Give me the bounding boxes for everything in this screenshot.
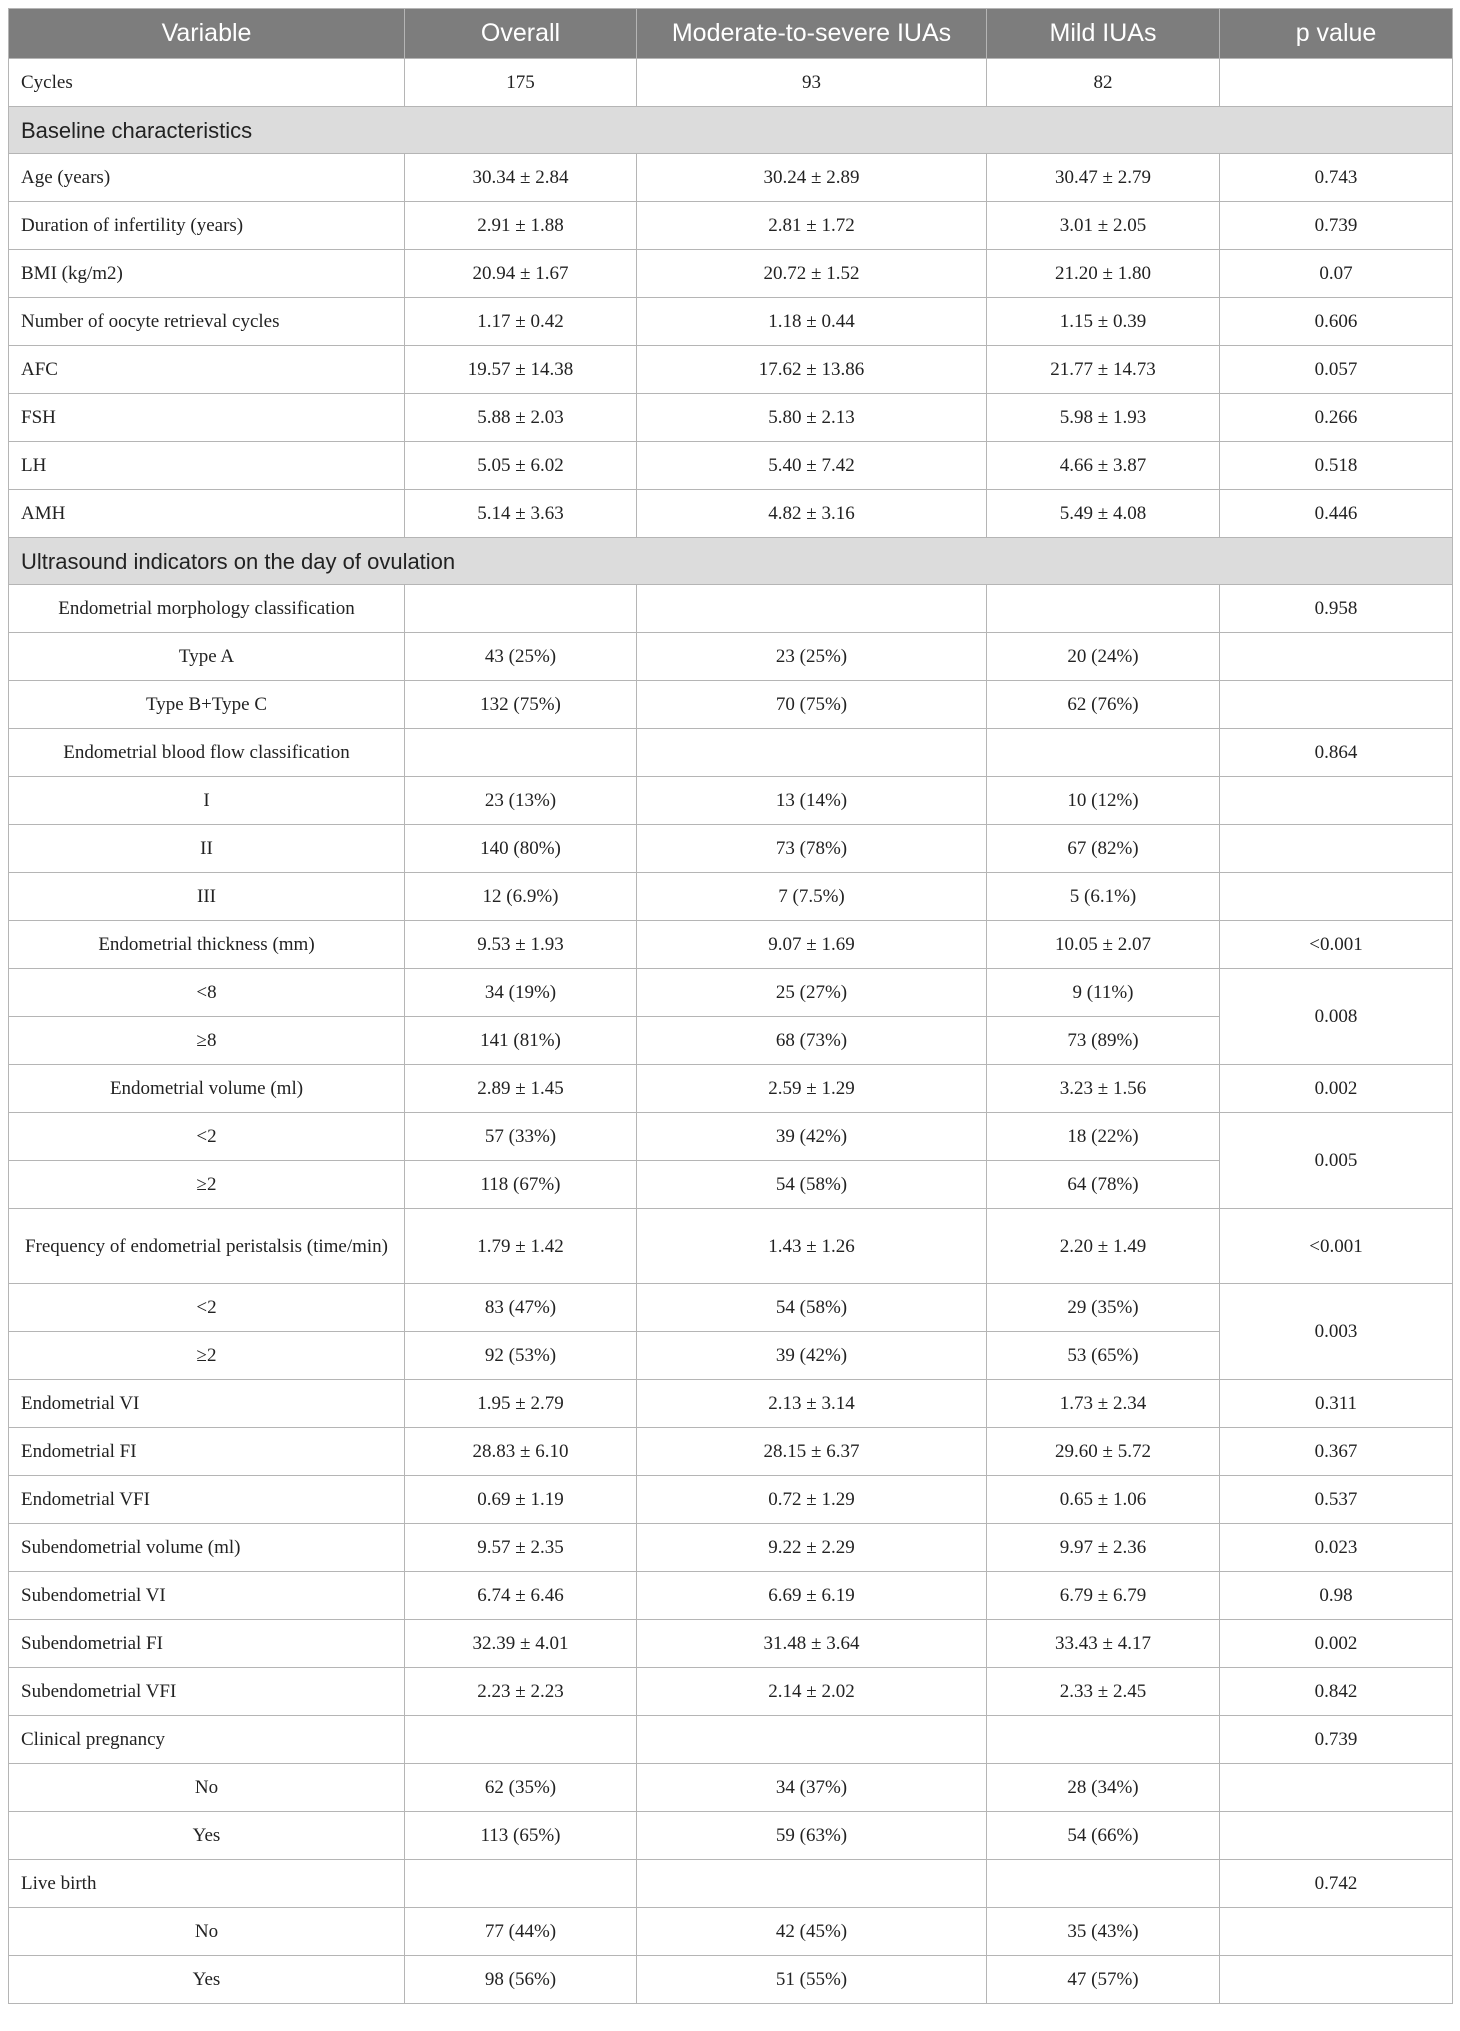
cell-moderate-severe: 9.22 ± 2.29 [637,1524,987,1572]
cell-p-value [1220,777,1453,825]
table-row [9,394,1453,442]
cell-mild: 10.05 ± 2.07 [987,921,1220,969]
table-row [9,1620,1453,1668]
cell-p-value [1220,1956,1453,2004]
row-label: Live birth [9,1860,405,1908]
header-p-value: p value [1220,9,1453,59]
cell-p-value: 0.606 [1220,298,1453,346]
cell-overall: 2.89 ± 1.45 [405,1065,637,1113]
table-row [9,1908,1453,1956]
cell-p-value: 0.005 [1220,1113,1453,1209]
cell-p-value: 0.367 [1220,1428,1453,1476]
row-label: Type A [9,633,405,681]
cell-p-value: 0.002 [1220,1620,1453,1668]
table-row [9,633,1453,681]
cell-overall: 0.69 ± 1.19 [405,1476,637,1524]
cell-moderate-severe: 39 (42%) [637,1332,987,1380]
cell-overall: 43 (25%) [405,633,637,681]
cell-moderate-severe: 20.72 ± 1.52 [637,250,987,298]
cell-moderate-severe [637,729,987,777]
cell-overall: 62 (35%) [405,1764,637,1812]
table-row [9,1764,1453,1812]
cell-moderate-severe: 39 (42%) [637,1113,987,1161]
cell-overall: 140 (80%) [405,825,637,873]
cell-overall [405,729,637,777]
row-label: BMI (kg/m2) [9,250,405,298]
table-row [9,1113,1453,1161]
cell-mild: 20 (24%) [987,633,1220,681]
cell-p-value: 0.002 [1220,1065,1453,1113]
table-row [9,154,1453,202]
cell-moderate-severe: 23 (25%) [637,633,987,681]
cell-overall: 23 (13%) [405,777,637,825]
row-label: AMH [9,490,405,538]
table-row [9,777,1453,825]
cell-moderate-severe: 28.15 ± 6.37 [637,1428,987,1476]
cell-moderate-severe: 59 (63%) [637,1812,987,1860]
cell-p-value: <0.001 [1220,921,1453,969]
header-moderate-severe: Moderate-to-severe IUAs [637,9,987,59]
row-label: <2 [9,1113,405,1161]
cell-overall: 5.14 ± 3.63 [405,490,637,538]
cell-p-value [1220,1764,1453,1812]
table-row [9,1716,1453,1764]
results-table [8,8,1453,2004]
cell-mild: 62 (76%) [987,681,1220,729]
section-title: Ultrasound indicators on the day of ovulation [9,538,1453,585]
cell-moderate-severe: 54 (58%) [637,1284,987,1332]
cell-moderate-severe: 13 (14%) [637,777,987,825]
cell-moderate-severe: 2.59 ± 1.29 [637,1065,987,1113]
row-label: Subendometrial volume (ml) [9,1524,405,1572]
cell-p-value: 0.742 [1220,1860,1453,1908]
section-row-ultrasound [9,538,1453,585]
cell-p-value: 0.98 [1220,1572,1453,1620]
cell-mild: 5.49 ± 4.08 [987,490,1220,538]
row-label: No [9,1908,405,1956]
row-label: Endometrial VFI [9,1476,405,1524]
table-row [9,442,1453,490]
row-label: ≥2 [9,1332,405,1380]
cell-mild: 2.20 ± 1.49 [987,1209,1220,1284]
row-label: Age (years) [9,154,405,202]
cell-moderate-severe: 0.72 ± 1.29 [637,1476,987,1524]
table-row [9,825,1453,873]
row-label: AFC [9,346,405,394]
row-label: Clinical pregnancy [9,1716,405,1764]
cell-p-value: 0.003 [1220,1284,1453,1380]
cell-overall: 1.79 ± 1.42 [405,1209,637,1284]
table-row [9,298,1453,346]
cell-moderate-severe: 2.14 ± 2.02 [637,1668,987,1716]
row-label: No [9,1764,405,1812]
cell-moderate-severe: 34 (37%) [637,1764,987,1812]
cell-overall: 19.57 ± 14.38 [405,346,637,394]
row-label: Subendometrial VFI [9,1668,405,1716]
cell-overall: 12 (6.9%) [405,873,637,921]
cell-moderate-severe: 9.07 ± 1.69 [637,921,987,969]
row-label: Yes [9,1812,405,1860]
cell-p-value [1220,681,1453,729]
cell-p-value: 0.739 [1220,1716,1453,1764]
table-row [9,681,1453,729]
cell-overall: 1.17 ± 0.42 [405,298,637,346]
cell-overall: 77 (44%) [405,1908,637,1956]
row-label: III [9,873,405,921]
cell-mild: 67 (82%) [987,825,1220,873]
row-label: Subendometrial VI [9,1572,405,1620]
table-row [9,59,1453,107]
cell-overall: 98 (56%) [405,1956,637,2004]
cell-mild: 64 (78%) [987,1161,1220,1209]
table-row [9,346,1453,394]
row-label: ≥8 [9,1017,405,1065]
cell-p-value: 0.842 [1220,1668,1453,1716]
cell-moderate-severe: 6.69 ± 6.19 [637,1572,987,1620]
table-row [9,1956,1453,2004]
row-label: II [9,825,405,873]
cell-moderate-severe: 2.81 ± 1.72 [637,202,987,250]
cell-mild: 29 (35%) [987,1284,1220,1332]
cell-p-value: 0.057 [1220,346,1453,394]
cell-mild: 1.15 ± 0.39 [987,298,1220,346]
table-row [9,1380,1453,1428]
row-label: Cycles [9,59,405,107]
cell-p-value [1220,873,1453,921]
cell-mild: 33.43 ± 4.17 [987,1620,1220,1668]
row-label: Endometrial volume (ml) [9,1065,405,1113]
cell-moderate-severe: 70 (75%) [637,681,987,729]
cell-moderate-severe [637,585,987,633]
header-mild: Mild IUAs [987,9,1220,59]
cell-overall: 175 [405,59,637,107]
cell-p-value [1220,633,1453,681]
cell-overall: 34 (19%) [405,969,637,1017]
cell-overall: 141 (81%) [405,1017,637,1065]
cell-mild: 29.60 ± 5.72 [987,1428,1220,1476]
cell-overall: 5.88 ± 2.03 [405,394,637,442]
cell-p-value: 0.743 [1220,154,1453,202]
cell-p-value: <0.001 [1220,1209,1453,1284]
cell-mild: 35 (43%) [987,1908,1220,1956]
cell-p-value: 0.537 [1220,1476,1453,1524]
cell-mild: 53 (65%) [987,1332,1220,1380]
cell-overall: 28.83 ± 6.10 [405,1428,637,1476]
cell-p-value: 0.958 [1220,585,1453,633]
row-label: Yes [9,1956,405,2004]
table-row [9,1668,1453,1716]
cell-overall: 9.57 ± 2.35 [405,1524,637,1572]
cell-p-value: 0.446 [1220,490,1453,538]
cell-moderate-severe: 4.82 ± 3.16 [637,490,987,538]
table-row [9,202,1453,250]
cell-mild: 4.66 ± 3.87 [987,442,1220,490]
cell-moderate-severe: 25 (27%) [637,969,987,1017]
cell-p-value: 0.266 [1220,394,1453,442]
row-label: Type B+Type C [9,681,405,729]
row-label: Endometrial FI [9,1428,405,1476]
cell-p-value [1220,59,1453,107]
cell-overall: 9.53 ± 1.93 [405,921,637,969]
table-row [9,250,1453,298]
cell-overall [405,585,637,633]
cell-moderate-severe: 17.62 ± 13.86 [637,346,987,394]
cell-mild: 1.73 ± 2.34 [987,1380,1220,1428]
cell-overall: 6.74 ± 6.46 [405,1572,637,1620]
cell-moderate-severe: 2.13 ± 3.14 [637,1380,987,1428]
table-row [9,1428,1453,1476]
table-row [9,1524,1453,1572]
cell-moderate-severe [637,1716,987,1764]
cell-overall: 5.05 ± 6.02 [405,442,637,490]
cell-overall: 132 (75%) [405,681,637,729]
cell-p-value [1220,1812,1453,1860]
row-label: FSH [9,394,405,442]
row-label: ≥2 [9,1161,405,1209]
cell-overall: 57 (33%) [405,1113,637,1161]
cell-mild: 0.65 ± 1.06 [987,1476,1220,1524]
cell-mild: 5.98 ± 1.93 [987,394,1220,442]
cell-overall: 92 (53%) [405,1332,637,1380]
row-label: Number of oocyte retrieval cycles [9,298,405,346]
cell-overall [405,1716,637,1764]
section-title: Baseline characteristics [9,107,1453,154]
cell-mild: 9 (11%) [987,969,1220,1017]
row-label: <8 [9,969,405,1017]
cell-overall: 113 (65%) [405,1812,637,1860]
cell-p-value: 0.008 [1220,969,1453,1065]
cell-moderate-severe: 5.80 ± 2.13 [637,394,987,442]
cell-overall: 2.23 ± 2.23 [405,1668,637,1716]
cell-moderate-severe: 31.48 ± 3.64 [637,1620,987,1668]
cell-moderate-severe: 1.18 ± 0.44 [637,298,987,346]
cell-mild: 73 (89%) [987,1017,1220,1065]
header-variable: Variable [9,9,405,59]
table-row [9,1476,1453,1524]
table-row [9,873,1453,921]
cell-moderate-severe: 93 [637,59,987,107]
header-row [9,9,1453,59]
table-row [9,1860,1453,1908]
row-label: <2 [9,1284,405,1332]
cell-mild: 10 (12%) [987,777,1220,825]
header-overall: Overall [405,9,637,59]
row-label: Endometrial thickness (mm) [9,921,405,969]
cell-mild [987,1860,1220,1908]
cell-moderate-severe: 54 (58%) [637,1161,987,1209]
cell-p-value: 0.518 [1220,442,1453,490]
cell-overall: 2.91 ± 1.88 [405,202,637,250]
cell-mild: 28 (34%) [987,1764,1220,1812]
row-label: Endometrial morphology classification [9,585,405,633]
cell-mild: 9.97 ± 2.36 [987,1524,1220,1572]
cell-moderate-severe: 7 (7.5%) [637,873,987,921]
cell-moderate-severe: 51 (55%) [637,1956,987,2004]
table-row [9,585,1453,633]
table-row [9,490,1453,538]
table-row [9,1209,1453,1284]
cell-mild: 21.20 ± 1.80 [987,250,1220,298]
cell-mild [987,729,1220,777]
row-label: I [9,777,405,825]
cell-mild: 21.77 ± 14.73 [987,346,1220,394]
row-label: LH [9,442,405,490]
cell-mild: 6.79 ± 6.79 [987,1572,1220,1620]
table-row [9,729,1453,777]
cell-moderate-severe: 30.24 ± 2.89 [637,154,987,202]
table-row [9,921,1453,969]
cell-mild: 3.01 ± 2.05 [987,202,1220,250]
cell-mild: 82 [987,59,1220,107]
row-label: Frequency of endometrial peristalsis (time/min) [9,1209,405,1284]
cell-mild [987,1716,1220,1764]
cell-mild: 3.23 ± 1.56 [987,1065,1220,1113]
table-row [9,1284,1453,1332]
cell-overall: 30.34 ± 2.84 [405,154,637,202]
row-label: Endometrial blood flow classification [9,729,405,777]
table-row [9,1572,1453,1620]
cell-p-value: 0.739 [1220,202,1453,250]
row-label: Duration of infertility (years) [9,202,405,250]
table-row [9,969,1453,1017]
cell-mild: 47 (57%) [987,1956,1220,2004]
cell-overall: 32.39 ± 4.01 [405,1620,637,1668]
cell-mild: 18 (22%) [987,1113,1220,1161]
row-label: Subendometrial FI [9,1620,405,1668]
cell-p-value: 0.311 [1220,1380,1453,1428]
cell-p-value [1220,825,1453,873]
cell-mild: 54 (66%) [987,1812,1220,1860]
row-label: Endometrial VI [9,1380,405,1428]
cell-overall: 118 (67%) [405,1161,637,1209]
cell-moderate-severe: 42 (45%) [637,1908,987,1956]
section-row-baseline [9,107,1453,154]
cell-mild: 30.47 ± 2.79 [987,154,1220,202]
cell-p-value: 0.023 [1220,1524,1453,1572]
table-row [9,1812,1453,1860]
cell-moderate-severe: 5.40 ± 7.42 [637,442,987,490]
cell-overall [405,1860,637,1908]
cell-moderate-severe: 68 (73%) [637,1017,987,1065]
cell-moderate-severe [637,1860,987,1908]
cell-moderate-severe: 73 (78%) [637,825,987,873]
cell-p-value: 0.07 [1220,250,1453,298]
cell-p-value [1220,1908,1453,1956]
cell-mild [987,585,1220,633]
cell-moderate-severe: 1.43 ± 1.26 [637,1209,987,1284]
cell-mild: 2.33 ± 2.45 [987,1668,1220,1716]
cell-mild: 5 (6.1%) [987,873,1220,921]
cell-overall: 1.95 ± 2.79 [405,1380,637,1428]
table-row [9,1065,1453,1113]
cell-p-value: 0.864 [1220,729,1453,777]
cell-overall: 20.94 ± 1.67 [405,250,637,298]
cell-overall: 83 (47%) [405,1284,637,1332]
